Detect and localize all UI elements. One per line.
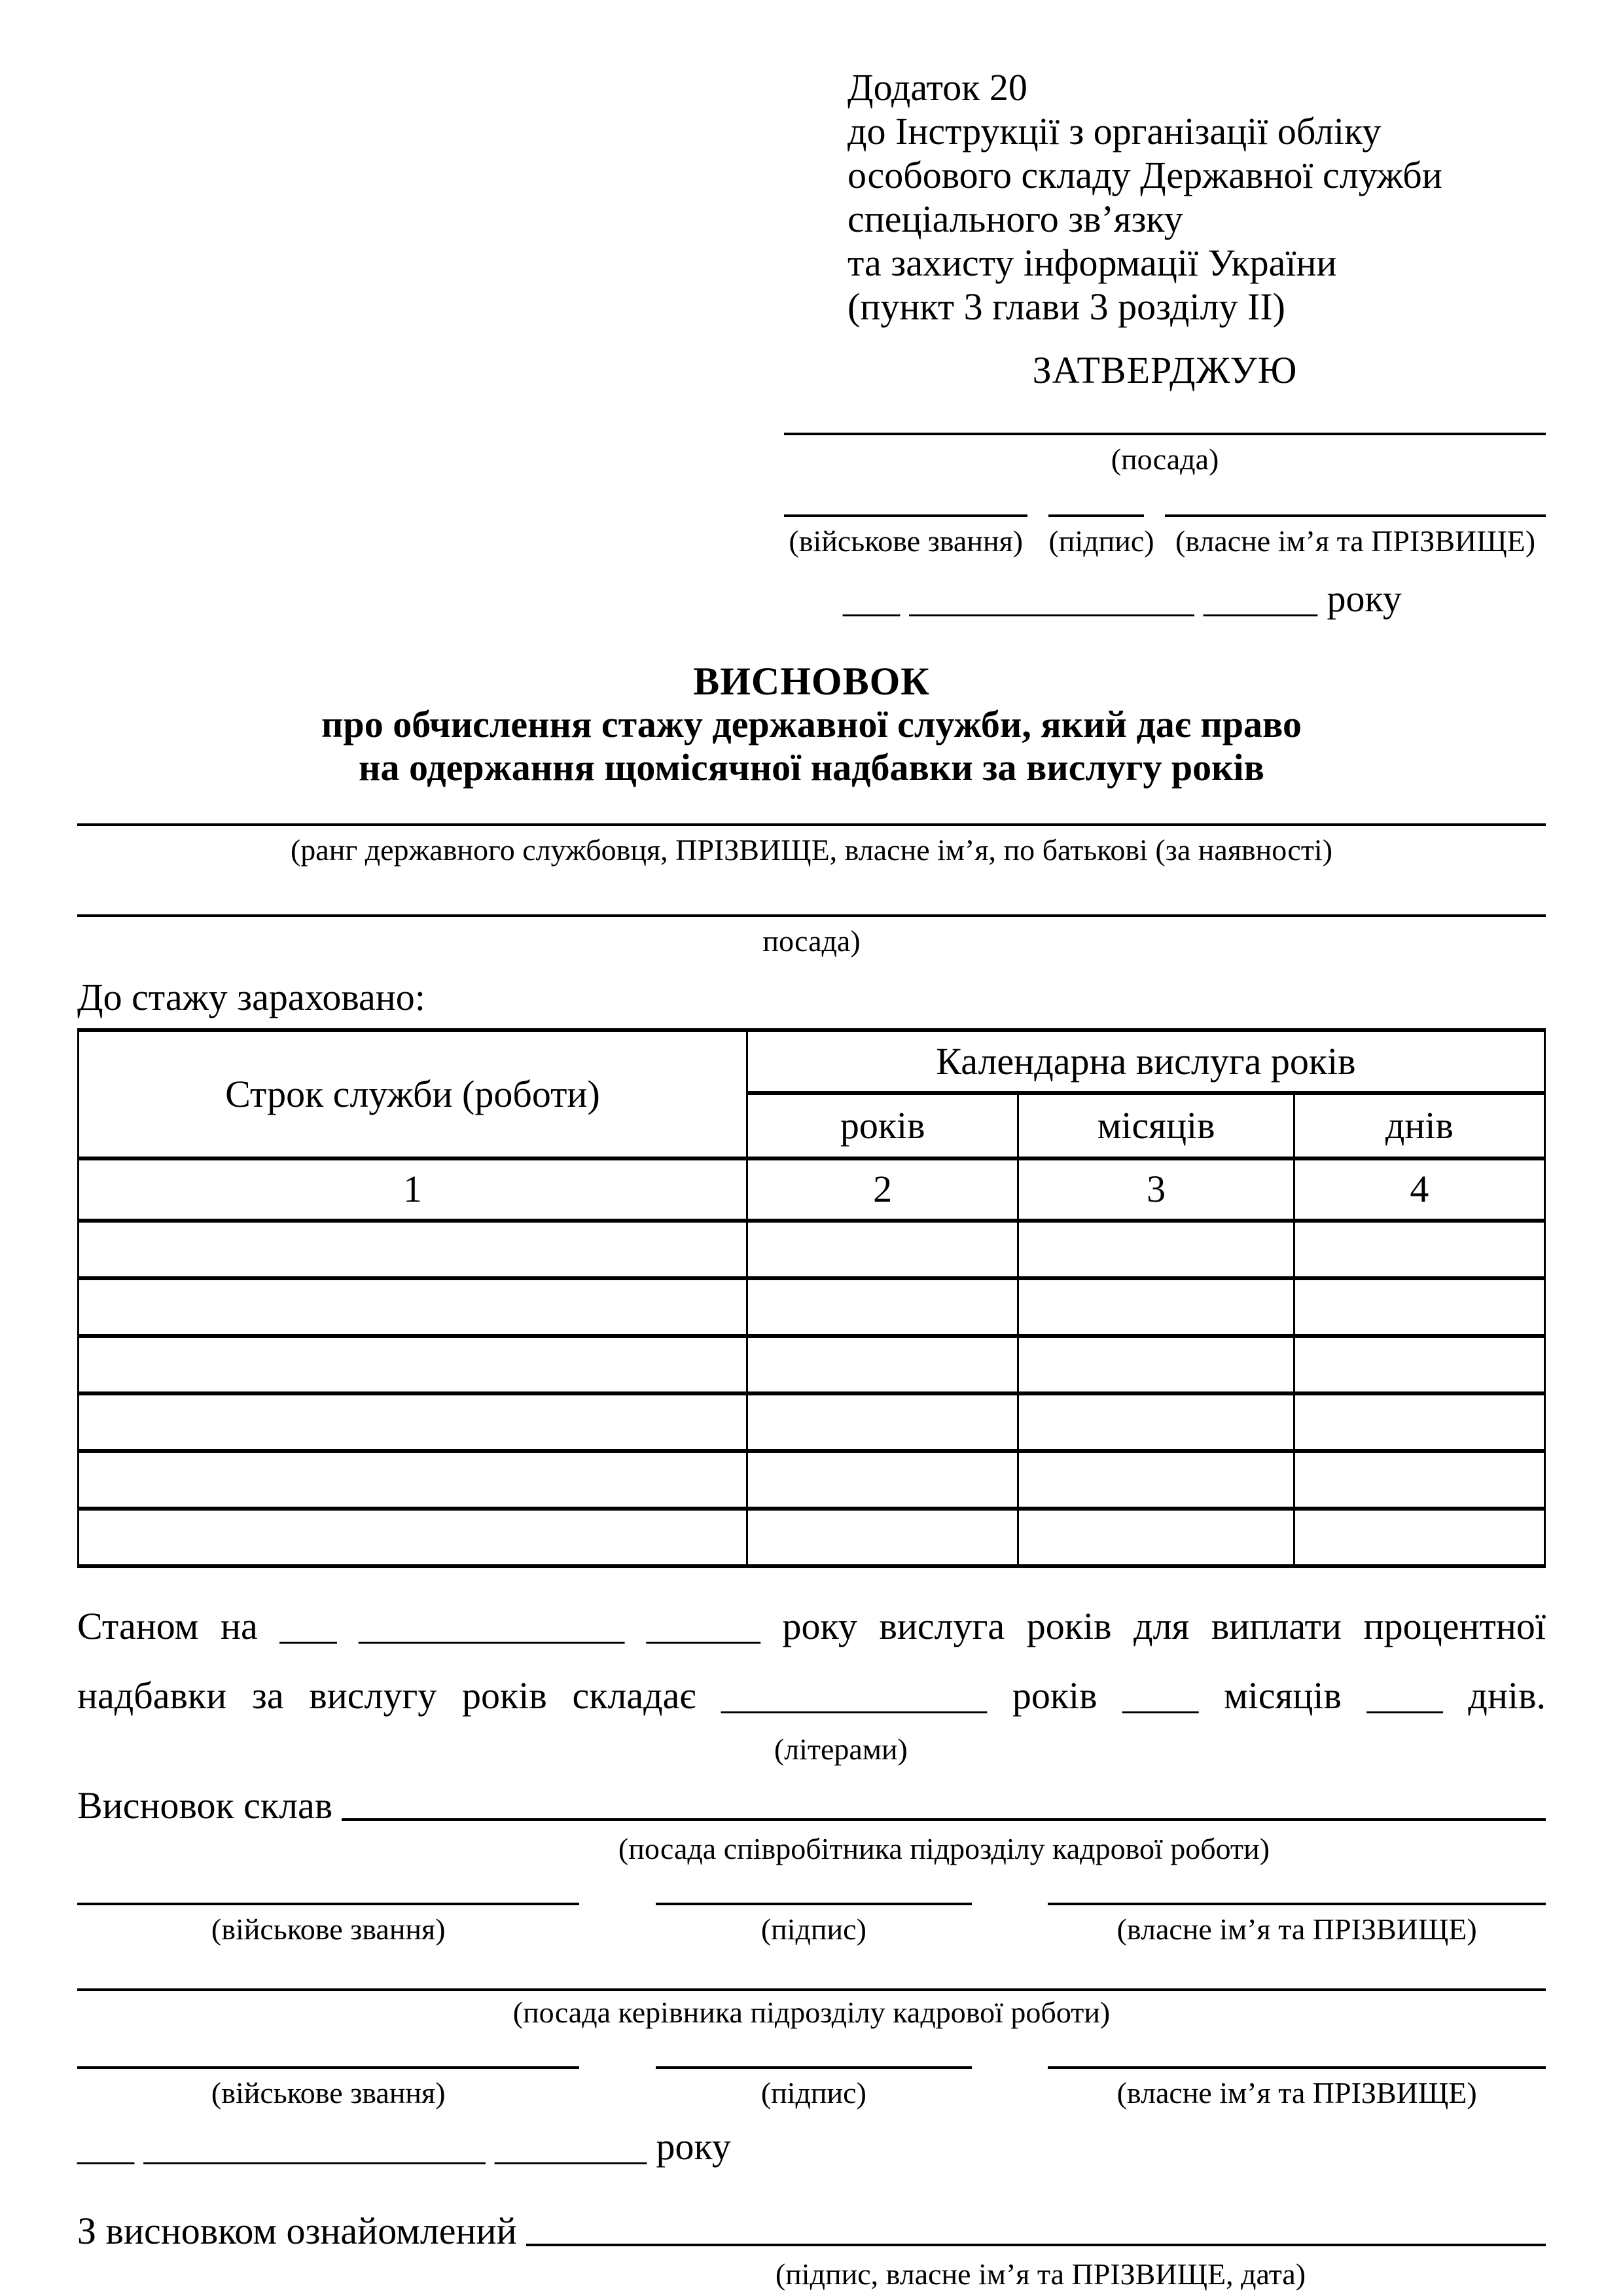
empty-cell	[1294, 1336, 1544, 1393]
col-header-calendar-service: Календарна вислуга років	[747, 1030, 1544, 1093]
table-empty-row	[79, 1393, 1545, 1451]
document-title	[77, 660, 1546, 789]
service-total-line: надбавки за вислугу років складає ______________ років ____ місяців ____ днів.	[77, 1674, 1546, 1717]
col-header-years: років	[747, 1093, 1018, 1158]
column-number: 3	[1018, 1158, 1294, 1221]
empty-cell	[747, 1451, 1018, 1509]
name-blank-line	[1048, 1903, 1546, 1905]
empty-cell	[747, 1278, 1018, 1336]
column-number: 4	[1294, 1158, 1544, 1221]
composed-by-blank-line	[342, 1818, 1546, 1821]
empty-cell	[1294, 1221, 1544, 1278]
rank-label: (військове звання)	[789, 524, 1024, 558]
empty-cell	[1018, 1393, 1294, 1451]
subject-position-label: посада)	[762, 924, 861, 958]
empty-cell	[1018, 1221, 1294, 1278]
title-line: про обчислення стажу державної служби, який дає право	[321, 703, 1302, 745]
subject-rank-blank-line	[77, 823, 1546, 826]
empty-cell	[79, 1393, 747, 1451]
table-empty-row	[79, 1451, 1545, 1509]
head-signature-blanks	[77, 2066, 1546, 2069]
name-blank-line	[1165, 514, 1546, 517]
empty-cell	[1294, 1451, 1544, 1509]
rank-blank-line	[784, 514, 1027, 517]
hr-officer-position-label: (посада співробітника підрозділу кадрової роботи)	[618, 1832, 1270, 1865]
head-signature-labels	[77, 2075, 1546, 2110]
table-column-number-row	[79, 1158, 1545, 1221]
name-blank-line	[1048, 2066, 1546, 2069]
signature-label: (підпис)	[1048, 524, 1154, 558]
rank-blank-line	[77, 2066, 579, 2069]
signature-label: (підпис)	[760, 2076, 866, 2109]
subject-position-blank-line	[77, 914, 1546, 917]
acquainted-signature-label: (підпис, власне ім’я та ПРІЗВИЩЕ, дата)	[775, 2257, 1306, 2291]
empty-cell	[747, 1509, 1018, 1566]
intro-text: До стажу зараховано:	[77, 976, 425, 1018]
appendix-note	[784, 65, 1546, 329]
officer-signature-blanks	[77, 1903, 1546, 1905]
empty-cell	[1294, 1509, 1544, 1566]
subject-rank-label: (ранг державного службовця, ПРІЗВИЩЕ, власне ім’я, по батькові (за наявності)	[290, 833, 1333, 867]
service-total-paragraph	[77, 1592, 1546, 1767]
title-line: ВИСНОВОК	[693, 660, 930, 703]
empty-cell	[1018, 1451, 1294, 1509]
empty-cell	[79, 1278, 747, 1336]
appendix-line: до Інструкції з організації обліку	[847, 110, 1382, 152]
signature-blank-line	[656, 2066, 971, 2069]
in-words-label: (літерами)	[774, 1732, 908, 1766]
approve-position-blank-line	[784, 433, 1546, 435]
empty-cell	[1294, 1278, 1544, 1336]
head-position-blank-line	[77, 1988, 1546, 1991]
acquainted-row	[77, 2209, 1546, 2253]
composed-date-line: ___ __________________ ________ року	[77, 2125, 731, 2168]
title-line: на одержання щомісячної надбавки за вислугу років	[359, 746, 1264, 789]
col-header-months: місяців	[1018, 1093, 1294, 1158]
name-label: (власне ім’я та ПРІЗВИЩЕ)	[1116, 1912, 1477, 1946]
composed-by-row	[77, 1784, 1546, 1827]
appendix-line: Додаток 20	[847, 66, 1027, 109]
top-right-column	[784, 65, 1546, 620]
column-number: 2	[747, 1158, 1018, 1221]
service-total-line: Станом на ___ ______________ ______ року вислуга років для виплати процентної	[77, 1605, 1546, 1647]
table-empty-row	[79, 1336, 1545, 1393]
approve-heading: ЗАТВЕРДЖУЮ	[1032, 349, 1298, 391]
empty-cell	[79, 1451, 747, 1509]
hr-head-position-label: (посада керівника підрозділу кадрової роботи)	[512, 1996, 1111, 2029]
approve-signature-labels	[784, 524, 1546, 558]
empty-cell	[747, 1221, 1018, 1278]
empty-cell	[747, 1336, 1018, 1393]
table-empty-row	[79, 1509, 1545, 1566]
col-header-days: днів	[1294, 1093, 1544, 1158]
appendix-line: та захисту інформації України	[847, 242, 1337, 284]
rank-label: (військове звання)	[211, 2076, 446, 2109]
table-empty-row	[79, 1278, 1545, 1336]
empty-cell	[79, 1221, 747, 1278]
table-empty-row	[79, 1221, 1545, 1278]
service-record-table	[77, 1028, 1546, 1568]
rank-blank-line	[77, 1903, 579, 1905]
signature-blank-line	[1048, 514, 1144, 517]
empty-cell	[1018, 1336, 1294, 1393]
table-header-row	[79, 1030, 1545, 1093]
acquainted-text: З висновком ознайомлений	[77, 2210, 517, 2252]
appendix-line: спеціального зв’язку	[847, 198, 1183, 240]
empty-cell	[747, 1393, 1018, 1451]
name-label: (власне ім’я та ПРІЗВИЩЕ)	[1116, 2076, 1477, 2109]
empty-cell	[79, 1509, 747, 1566]
acquainted-blank-line	[526, 2244, 1546, 2246]
composed-by-text: Висновок склав	[77, 1784, 333, 1827]
rank-label: (військове звання)	[211, 1912, 446, 1946]
signature-blank-line	[656, 1903, 971, 1905]
appendix-line: (пункт 3 глави 3 розділу II)	[847, 285, 1285, 328]
approve-date-line: ___ _______________ ______ року	[843, 577, 1402, 620]
column-number: 1	[79, 1158, 747, 1221]
empty-cell	[79, 1336, 747, 1393]
empty-cell	[1018, 1509, 1294, 1566]
approve-signature-blanks	[784, 514, 1546, 517]
empty-cell	[1294, 1393, 1544, 1451]
empty-cell	[1018, 1278, 1294, 1336]
signature-label: (підпис)	[760, 1912, 866, 1946]
appendix-line: особового складу Державної служби	[847, 154, 1442, 196]
approve-position-label: (посада)	[1111, 442, 1219, 476]
col-header-service-term: Строк служби (роботи)	[79, 1030, 747, 1158]
officer-signature-labels	[77, 1912, 1546, 1946]
name-label: (власне ім’я та ПРІЗВИЩЕ)	[1175, 524, 1536, 558]
